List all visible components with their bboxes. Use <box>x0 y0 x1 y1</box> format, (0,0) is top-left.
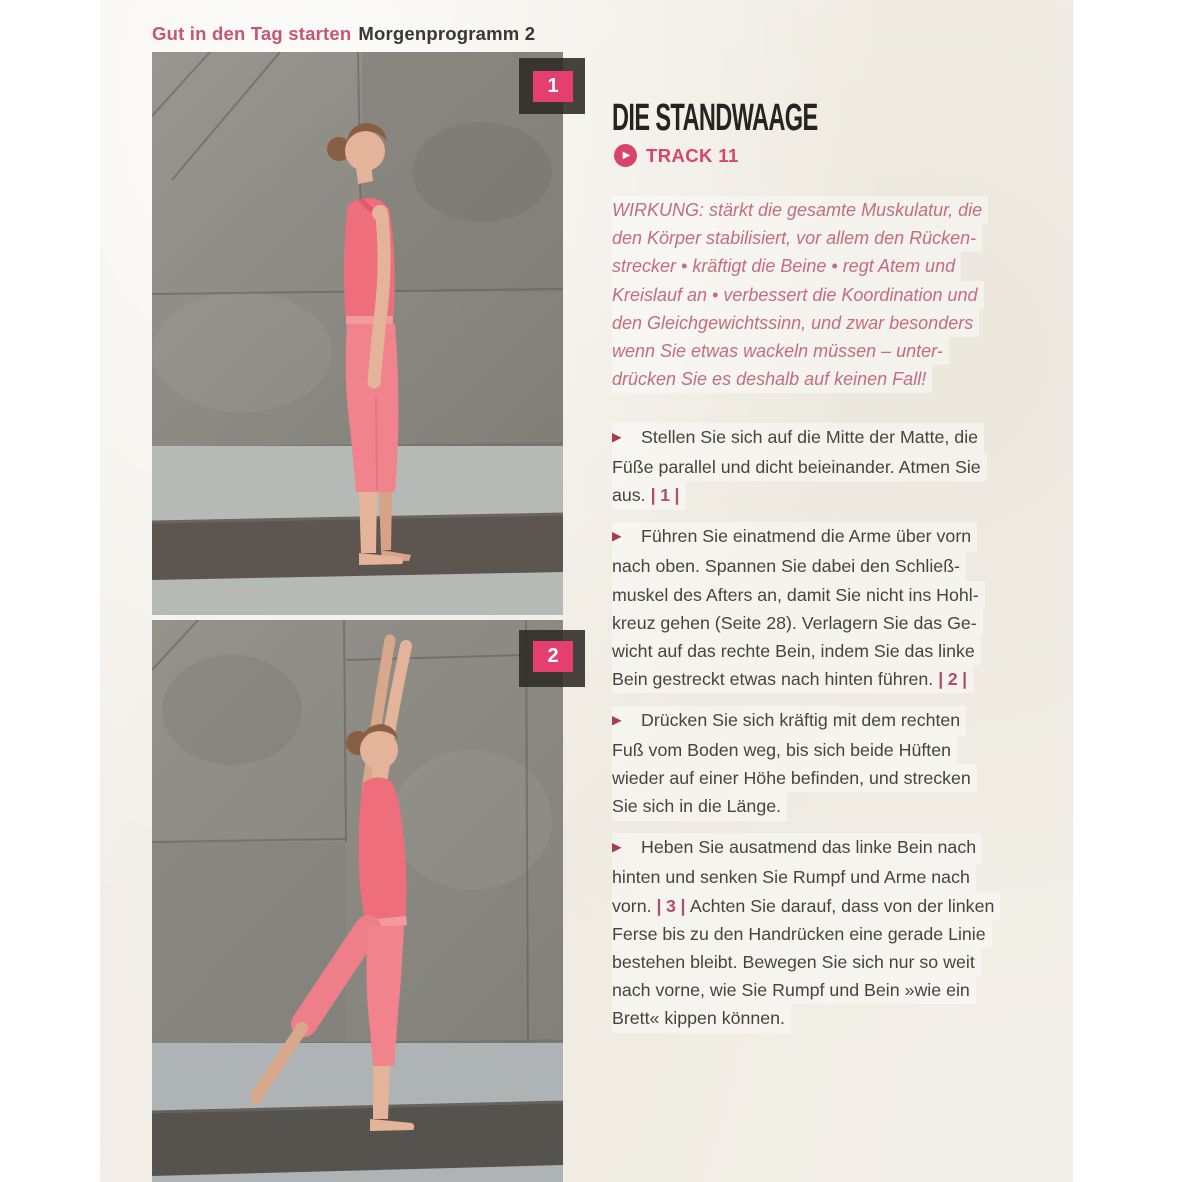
step-item <box>612 522 1000 693</box>
play-icon: ▶ <box>614 144 637 167</box>
step-item <box>612 423 1000 510</box>
step-line: Bein gestreckt etwas nach hinten führen. | 2 | <box>612 665 974 693</box>
concrete-wall <box>152 620 563 1046</box>
text-column <box>612 0 1032 1182</box>
figure-ref-marker: | 2 | <box>938 669 968 690</box>
exercise-photo-1 <box>152 52 563 615</box>
yoga-mat <box>152 1102 563 1176</box>
step-line: wieder auf einer Höhe befinden, und strecken <box>612 764 977 792</box>
page-header <box>152 23 535 45</box>
photo-badge-1: 1 <box>533 71 573 102</box>
bullet-triangle-icon: ▶ <box>612 840 622 855</box>
photo-2-illustration <box>152 620 563 1182</box>
exercise-title: DIE STANDWAAGE <box>612 97 818 139</box>
effect-line: Kreislauf an • verbessert die Koordination und <box>612 281 984 309</box>
effect-line: strecker • kräftigt die Beine • regt Atem und <box>612 252 961 280</box>
effect-line: wenn Sie etwas wackeln müssen – unter- <box>612 337 949 365</box>
step-line: aus. | 1 | <box>612 481 686 509</box>
step-line: Brett« kippen können. <box>612 1004 791 1032</box>
step-line: ▶ Drücken Sie sich kräftig mit dem rechten <box>612 706 966 736</box>
figure-ref-marker: | 3 | <box>656 895 686 916</box>
bullet-triangle-icon: ▶ <box>612 430 622 444</box>
header-program-label: Morgenprogramm 2 <box>358 23 536 44</box>
step-line: ▶ Heben Sie ausatmend das linke Bein nach <box>612 833 982 863</box>
photo-1-illustration <box>152 52 563 615</box>
step-line: kreuz gehen (Seite 28). Verlagern Sie das Ge- <box>612 609 983 637</box>
header-section-label: Gut in den Tag starten <box>152 23 352 44</box>
effect-line: den Körper stabilisiert, vor allem den Rücken- <box>612 224 982 252</box>
step-line: Füße parallel und dicht beieinander. Atmen Sie <box>612 453 987 481</box>
effect-line: drücken Sie es deshalb auf keinen Fall! <box>612 365 932 393</box>
step-line: nach oben. Spannen Sie dabei den Schließ- <box>612 552 966 580</box>
track-label: TRACK 11 <box>646 144 739 166</box>
bullet-triangle-icon: ▶ <box>612 529 622 544</box>
step-line: Fuß vom Boden weg, bis sich beide Hüften <box>612 736 957 764</box>
step-item <box>612 833 1000 1032</box>
step-line: hinten und senken Sie Rumpf und Arme nach <box>612 863 976 891</box>
step-line: vorn. | 3 | Achten Sie darauf, dass von der linken <box>612 892 1000 920</box>
step-line: nach vorne, wie Sie Rumpf und Bein »wie ein <box>612 976 976 1004</box>
effect-line: WIRKUNG: stärkt die gesamte Muskulatur, die <box>612 196 988 224</box>
audio-track-row <box>614 144 739 167</box>
steps-list <box>612 423 1000 1045</box>
effect-line: den Gleichgewichtssinn, und zwar besonders <box>612 309 979 337</box>
yoga-mat <box>152 514 563 580</box>
exercise-photo-2 <box>152 620 563 1182</box>
step-line: ▶ Führen Sie einatmend die Arme über vorn <box>612 522 977 552</box>
figure-ref-marker: | 1 | <box>650 485 681 506</box>
bullet-triangle-icon: ▶ <box>612 712 622 727</box>
step-line: muskel des Afters an, damit Sie nicht ins Hohl- <box>612 581 985 609</box>
step-line: Ferse bis zu den Handrücken eine gerade Linie <box>612 920 992 948</box>
step-line: wicht auf das rechte Bein, indem Sie das linke <box>612 637 981 665</box>
page-background <box>100 0 1073 1182</box>
step-item <box>612 706 1000 821</box>
step-line: ▶ Stellen Sie sich auf die Mitte der Matte, die <box>612 423 984 453</box>
photo-badge-2: 2 <box>533 641 573 672</box>
effect-paragraph <box>612 196 988 393</box>
step-line: bestehen bleibt. Bewegen Sie sich nur so weit <box>612 948 981 976</box>
step-line: Sie sich in die Länge. <box>612 792 787 820</box>
